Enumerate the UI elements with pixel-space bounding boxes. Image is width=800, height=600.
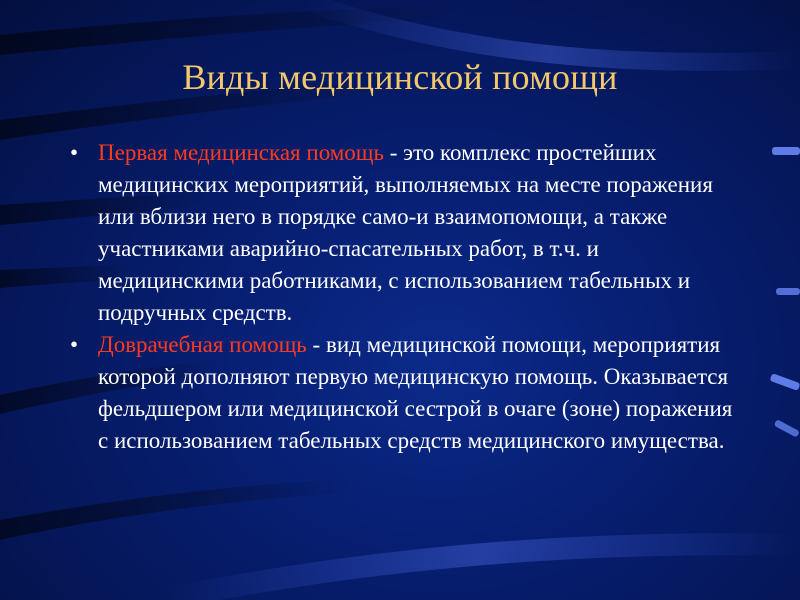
bullet-text (98, 329, 738, 457)
bullet-marker: • (70, 332, 79, 357)
term-pre-medical-aid: Доврачебная помощь (98, 332, 307, 357)
definition-pre-medical-aid: - вид медицинской помощи, мероприятия которой дополняют первую медицинскую помощь. Оказывается фельдшером или медицинской сестрой в очаге (зоне) поражения с использованием табельных средств медицинского имущества. (98, 332, 733, 453)
bullet-marker: • (70, 140, 79, 165)
term-first-aid: Первая медицинская помощь (98, 140, 385, 165)
bullet-item-first-aid (70, 137, 738, 329)
definition-first-aid: - это комплекс простейших медицинских мероприятий, выполняемых на месте поражения или вблизи него в порядке само-и взаимопомощи, а также участниками аварийно-спасательных работ, в т.ч. и медицинскими работниками, с использованием табельных и подручных средств. (98, 140, 713, 325)
bullet-list (70, 137, 738, 457)
slide-title: Виды медицинской помощи (182, 57, 618, 97)
bullet-text (98, 137, 738, 329)
bullet-item-pre-medical-aid (70, 329, 738, 457)
